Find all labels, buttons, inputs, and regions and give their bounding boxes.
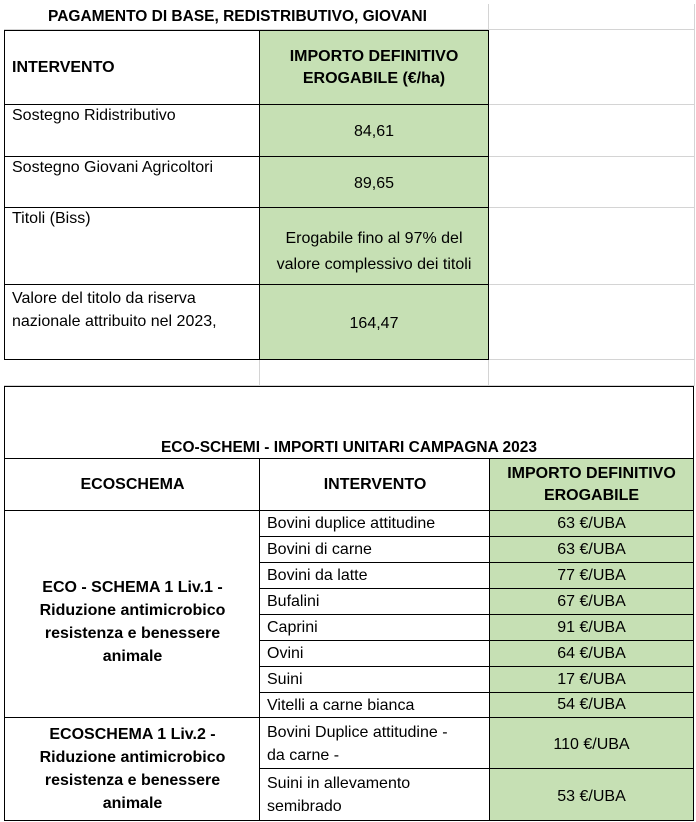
table-row-importo: 67 €/UBA [489, 589, 694, 615]
table-row-intervento [259, 718, 490, 769]
group-line: ECOSCHEMA 1 Liv.2 - [49, 726, 216, 743]
table-row-intervento: Bufalini [259, 589, 490, 615]
gridcell [489, 30, 695, 105]
table-row-importo: 54 €/UBA [489, 693, 694, 718]
group-line: animale [102, 648, 163, 665]
intervento-line: semibrado [267, 798, 342, 815]
table2-header-ecoschema: ECOSCHEMA [4, 459, 260, 511]
table-row-value: 84,61 [259, 105, 489, 157]
table2-title [4, 386, 694, 459]
value-line: Erogabile fino al 97% del [285, 230, 463, 247]
intervento-line: Bovini Duplice attitudine - [267, 724, 448, 741]
gridcell [489, 157, 695, 208]
label-line: Valore del titolo da riserva [12, 290, 196, 307]
table-row-intervento: Caprini [259, 615, 490, 641]
table-row-intervento: Bovini duplice attitudine [259, 511, 490, 537]
header-line: IMPORTO DEFINITIVO [507, 464, 676, 482]
table1-header-intervento: INTERVENTO [4, 30, 260, 105]
group-line: Riduzione antimicrobico [39, 602, 226, 619]
gridcell [489, 105, 695, 157]
gridcell [489, 208, 695, 285]
table-row-importo: 63 €/UBA [489, 511, 694, 537]
table2-title-text: ECO-SCHEMI - IMPORTI UNITARI CAMPAGNA 2023 [160, 439, 538, 456]
table-row-importo: 110 €/UBA [489, 718, 694, 769]
gridcell [259, 360, 489, 386]
gridcell [489, 4, 695, 30]
table1-header-importo [259, 30, 489, 105]
table-row-importo: 17 €/UBA [489, 667, 694, 693]
table-row-label: Sostegno Giovani Agricoltori [4, 157, 260, 208]
group-line: resistenza e benessere [44, 772, 221, 789]
table2-header-intervento: INTERVENTO [259, 459, 490, 511]
table-row-intervento: Vitelli a carne bianca [259, 693, 490, 718]
group-line: animale [102, 795, 163, 812]
intervento-line: Suini in allevamento [267, 775, 411, 792]
group-line: Riduzione antimicrobico [39, 749, 226, 766]
ecoschema-group-2 [4, 718, 260, 821]
table-row-importo: 64 €/UBA [489, 641, 694, 667]
table1-title: PAGAMENTO DI BASE, REDISTRIBUTIVO, GIOVANI [4, 4, 489, 30]
table-row-label [4, 285, 260, 360]
table-row-importo: 91 €/UBA [489, 615, 694, 641]
table-row-value: 164,47 [259, 285, 489, 360]
header-line: EROGABILE (€/ha) [302, 69, 446, 87]
table-row-intervento: Bovini da latte [259, 563, 490, 589]
intervento-line: da carne - [267, 747, 340, 764]
table-row-value: 89,65 [259, 157, 489, 208]
group-line: ECO - SCHEMA 1 Liv.1 - [42, 579, 223, 596]
table-row-intervento [259, 769, 490, 821]
table-row-label: Sostegno Ridistributivo [4, 105, 260, 157]
group-line: resistenza e benessere [44, 625, 221, 642]
header-line: EROGABILE [543, 486, 640, 504]
gridcell [489, 360, 695, 386]
table-row-importo: 77 €/UBA [489, 563, 694, 589]
value-line: valore complessivo dei titoli [276, 256, 472, 273]
table-row-intervento: Bovini di carne [259, 537, 490, 563]
table-row-importo: 53 €/UBA [489, 769, 694, 821]
table-row-importo: 63 €/UBA [489, 537, 694, 563]
table2-header-importo [489, 459, 694, 511]
header-line: IMPORTO DEFINITIVO [289, 47, 459, 65]
table-row-intervento: Suini [259, 667, 490, 693]
table-row-intervento: Ovini [259, 641, 490, 667]
gridcell [4, 360, 260, 386]
label-line: nazionale attribuito nel 2023, [12, 313, 217, 330]
table-row-label: Titoli (Biss) [4, 208, 260, 285]
ecoschema-group-1 [4, 511, 260, 718]
gridcell [489, 285, 695, 360]
table-row-value [259, 208, 489, 285]
